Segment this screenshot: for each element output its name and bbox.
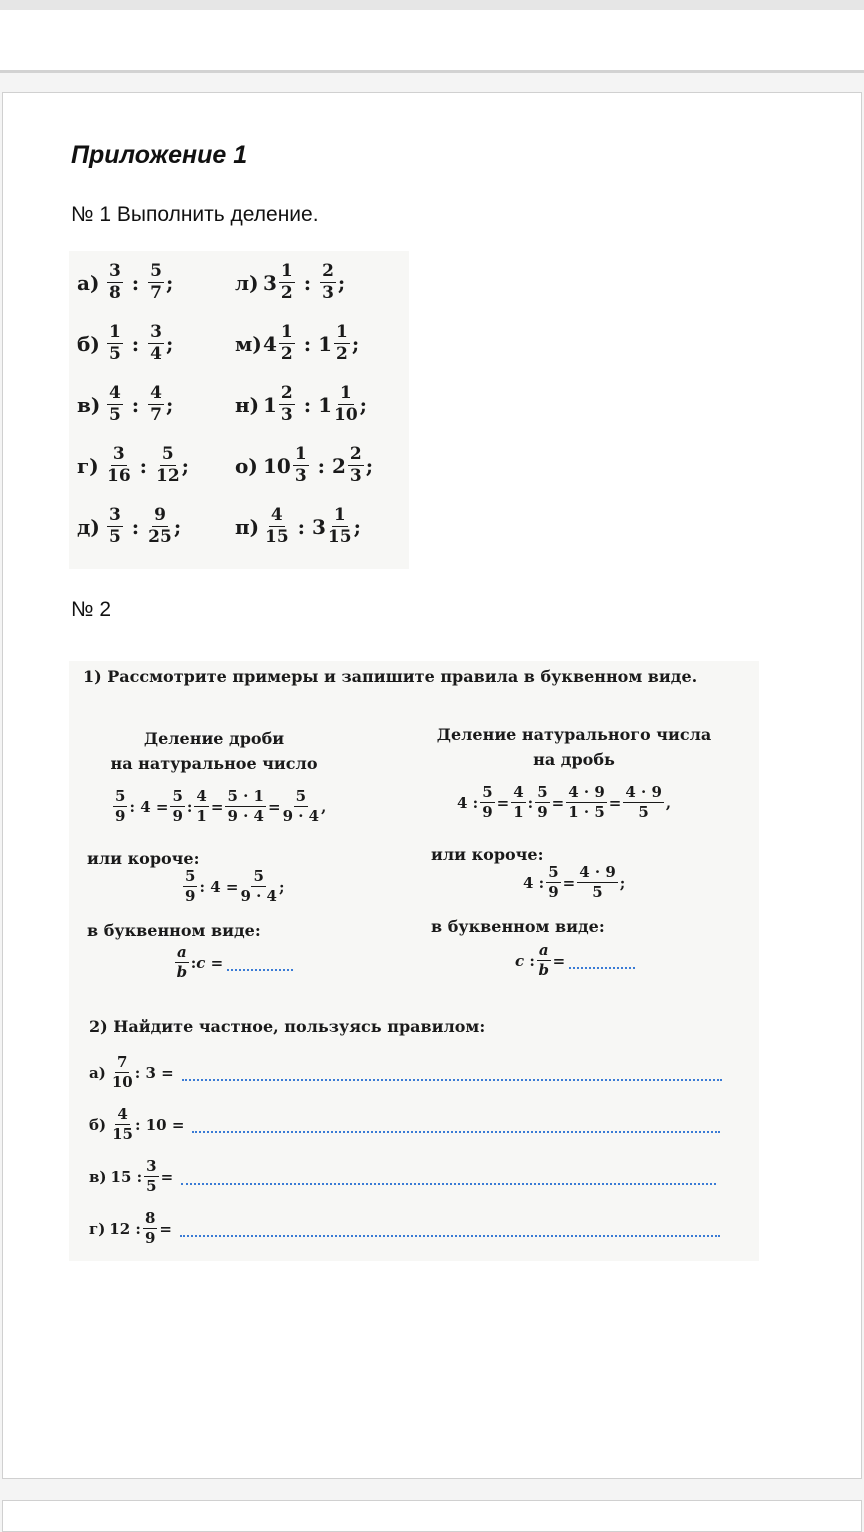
fraction: $\frac{2}{3}$	[280, 383, 293, 425]
exercise-label: н)	[235, 392, 260, 417]
document-page	[2, 92, 862, 1479]
page-title: Приложение 1	[71, 141, 248, 169]
exercise-label: д)	[77, 514, 100, 539]
left-rule-heading-line1: Деление дроби	[143, 729, 285, 748]
task2-label: № 2	[71, 598, 112, 621]
math-symbol: :	[124, 392, 147, 417]
fraction: $\frac{2}{3}$	[322, 261, 334, 303]
fraction: $\frac{3}{5}$	[146, 1157, 157, 1195]
fraction: $\frac{5}{9}$	[185, 867, 196, 905]
exercise-label: в)	[77, 392, 101, 417]
exercise-label: л)	[235, 270, 259, 295]
expression-tail: : 10 =	[134, 1115, 185, 1134]
fraction: $\frac{1}{2}$	[336, 322, 348, 364]
fraction: $\frac{5}{9}$	[172, 787, 183, 825]
exercise-label: а)	[89, 1063, 106, 1082]
fraction: $\frac{5}{12}$	[155, 444, 180, 486]
math-symbol: :	[310, 453, 332, 478]
exercise-label: м)	[235, 331, 262, 356]
left-shorter-label: или короче:	[87, 849, 200, 868]
task2-exercise-row	[89, 1107, 720, 1142]
fraction: $\frac{2}{3}$	[349, 444, 362, 486]
fraction: $\frac{3}{8}$	[109, 261, 121, 303]
exercise-row	[77, 507, 181, 546]
fraction: $\frac{5}{7}$	[150, 261, 162, 303]
fraction: $\frac{4}{15}$	[112, 1105, 133, 1143]
math-symbol: :	[124, 331, 147, 356]
math-symbol: ;	[337, 270, 346, 295]
left-example-short: $\frac{5}{9}$ : 4 = $\frac{5}{9 \cdot 4}$ ;	[185, 867, 285, 905]
task2-exercise-row	[89, 1055, 722, 1090]
task2-exercise-image	[69, 661, 759, 1261]
left-letter-form-label: в буквенном виде:	[87, 921, 261, 940]
fraction: $\frac{4 \cdot 9}{1 \cdot 5}$	[568, 783, 605, 821]
fraction: $\frac{1}{15}$	[327, 505, 352, 547]
math-symbol: ;	[353, 514, 361, 539]
answer-line[interactable]	[192, 1117, 720, 1133]
exercise-row	[235, 507, 361, 546]
right-example-full: 4 : $\frac{5}{9}$ = $\frac{4}{1}$ : $\frac{5}{9}$ = $\frac{4 \cdot 9}{1 \cdot 5}$ = $\frac{4 \cdot 9}{5}$ ,	[457, 783, 672, 821]
math-symbol: :	[296, 392, 319, 417]
fraction: $\frac{4}{1}$	[196, 787, 207, 825]
answer-line[interactable]	[181, 1169, 716, 1185]
right-rule-heading-line1: Деление натурального числа	[436, 725, 712, 744]
fraction: $\frac{a}{b}$	[176, 943, 188, 981]
fraction: $\frac{1}{5}$	[109, 322, 121, 364]
fraction: $\frac{3}{4}$	[150, 322, 162, 364]
fraction: $\frac{5}{9 \cdot 4}$	[240, 867, 277, 905]
fraction: $\frac{5}{9}$	[482, 783, 493, 821]
exercise-row	[235, 263, 345, 302]
task2-instruction: 1) Рассмотрите примеры и запишите правила в буквенном виде.	[83, 667, 698, 686]
answer-line[interactable]	[180, 1221, 720, 1237]
whole-part: 1	[318, 331, 332, 356]
answer-line[interactable]	[227, 955, 293, 971]
left-rule-heading	[109, 727, 319, 777]
answer-line[interactable]	[569, 953, 635, 969]
math-symbol: ;	[166, 331, 174, 356]
variable-c: c	[515, 951, 525, 970]
task1-label: № 1 Выполнить деление.	[71, 203, 319, 226]
exercise-label: б)	[77, 331, 100, 356]
whole-part: 1	[263, 392, 277, 417]
whole-part: 4	[263, 331, 277, 356]
exercise-row	[77, 263, 173, 302]
dividend: 15 :	[110, 1167, 143, 1186]
expression-tail: : 3 =	[134, 1063, 174, 1082]
whole-part: 3	[263, 270, 277, 295]
whole-part: 2	[332, 453, 346, 478]
left-example-full: $\frac{5}{9}$ : 4 = $\frac{5}{9}$ : $\frac{4}{1}$ = $\frac{5 \cdot 1}{9 \cdot 4}$ = $\frac{5}{9 \cdot 4}$ ,	[115, 787, 327, 825]
right-example-short: 4 : $\frac{5}{9}$ = $\frac{4 \cdot 9}{5}$ ;	[523, 863, 626, 901]
math-symbol: :	[124, 270, 147, 295]
fraction: $\frac{7}{10}$	[111, 1053, 133, 1091]
fraction: $\frac{a}{b}$	[538, 941, 550, 979]
expression-tail: =	[160, 1167, 174, 1186]
fraction: $\frac{5}{9}$	[548, 863, 559, 901]
fraction: $\frac{5 \cdot 1}{9 \cdot 4}$	[227, 787, 264, 825]
math-symbol: ;	[173, 514, 182, 539]
math-symbol: ;	[166, 392, 174, 417]
fraction: $\frac{4 \cdot 9}{5}$	[579, 863, 616, 901]
left-letter-form: $\frac{a}{b}$ : c =	[173, 945, 293, 980]
exercise-row	[235, 324, 359, 363]
fraction: $\frac{3}{5}$	[109, 505, 121, 547]
fraction: $\frac{5}{9}$	[537, 783, 548, 821]
fraction: $\frac{5}{9 \cdot 4}$	[282, 787, 320, 825]
task2-exercise-row	[89, 1159, 716, 1194]
task2-part2-instruction: 2) Найдите частное, пользуясь правилом:	[89, 1017, 486, 1036]
fraction: $\frac{4}{15}$	[265, 505, 289, 547]
answer-line[interactable]	[182, 1065, 722, 1081]
whole-part: 3	[311, 514, 326, 539]
exercise-label: п)	[235, 514, 260, 539]
math-symbol: :	[296, 270, 319, 295]
fraction: $\frac{1}{2}$	[280, 261, 293, 303]
exercise-label: а)	[77, 270, 100, 295]
variable-c: c	[196, 953, 206, 972]
math-symbol: ;	[365, 453, 374, 478]
exercise-row	[235, 385, 367, 424]
fraction: $\frac{4}{1}$	[513, 783, 524, 821]
task2-exercise-row	[89, 1211, 720, 1246]
previous-page-area	[0, 10, 864, 70]
math-symbol: ;	[351, 331, 360, 356]
math-symbol: :	[296, 331, 319, 356]
fraction: $\frac{1}{10}$	[334, 383, 358, 425]
exercise-row	[77, 324, 173, 363]
fraction: $\frac{9}{25}$	[148, 505, 172, 547]
right-rule-heading	[424, 723, 724, 773]
right-rule-heading-line2: на дробь	[533, 749, 615, 769]
math-symbol: ;	[359, 392, 368, 417]
exercise-label: б)	[89, 1115, 107, 1134]
top-bar	[0, 0, 864, 10]
fraction: $\frac{3}{16}$	[107, 444, 131, 486]
math-symbol: ;	[181, 453, 190, 478]
left-rule-heading-line2: на натуральное число	[110, 753, 318, 773]
whole-part: 10	[263, 453, 291, 478]
fraction: $\frac{1}{2}$	[280, 322, 293, 364]
exercise-label: г)	[89, 1219, 106, 1238]
right-letter-form-label: в буквенном виде:	[431, 917, 605, 936]
exercise-row	[77, 446, 189, 485]
exercise-label: г)	[77, 453, 99, 478]
page-separator	[0, 70, 864, 73]
exercise-row	[77, 385, 173, 424]
right-letter-form: c : $\frac{a}{b}$ =	[515, 943, 635, 978]
fraction: $\frac{4}{7}$	[150, 383, 162, 425]
math-symbol: :	[124, 514, 147, 539]
dividend: 12 :	[109, 1219, 141, 1238]
task1-exercise-image	[69, 251, 409, 569]
fraction: $\frac{4 \cdot 9}{5}$	[625, 783, 662, 821]
whole-part: 1	[318, 392, 332, 417]
exercise-label: о)	[235, 453, 258, 478]
next-page	[2, 1500, 862, 1532]
fraction: $\frac{4}{5}$	[109, 383, 121, 425]
right-shorter-label: или короче:	[431, 845, 544, 864]
fraction: $\frac{5}{9}$	[115, 787, 126, 825]
exercise-label: в)	[89, 1167, 107, 1186]
fraction: $\frac{8}{9}$	[144, 1209, 156, 1247]
fraction: $\frac{1}{3}$	[294, 444, 307, 486]
math-symbol: ;	[166, 270, 174, 295]
math-symbol: :	[132, 453, 154, 478]
math-symbol: :	[290, 514, 312, 539]
expression-tail: =	[159, 1219, 172, 1238]
exercise-row	[235, 446, 373, 485]
